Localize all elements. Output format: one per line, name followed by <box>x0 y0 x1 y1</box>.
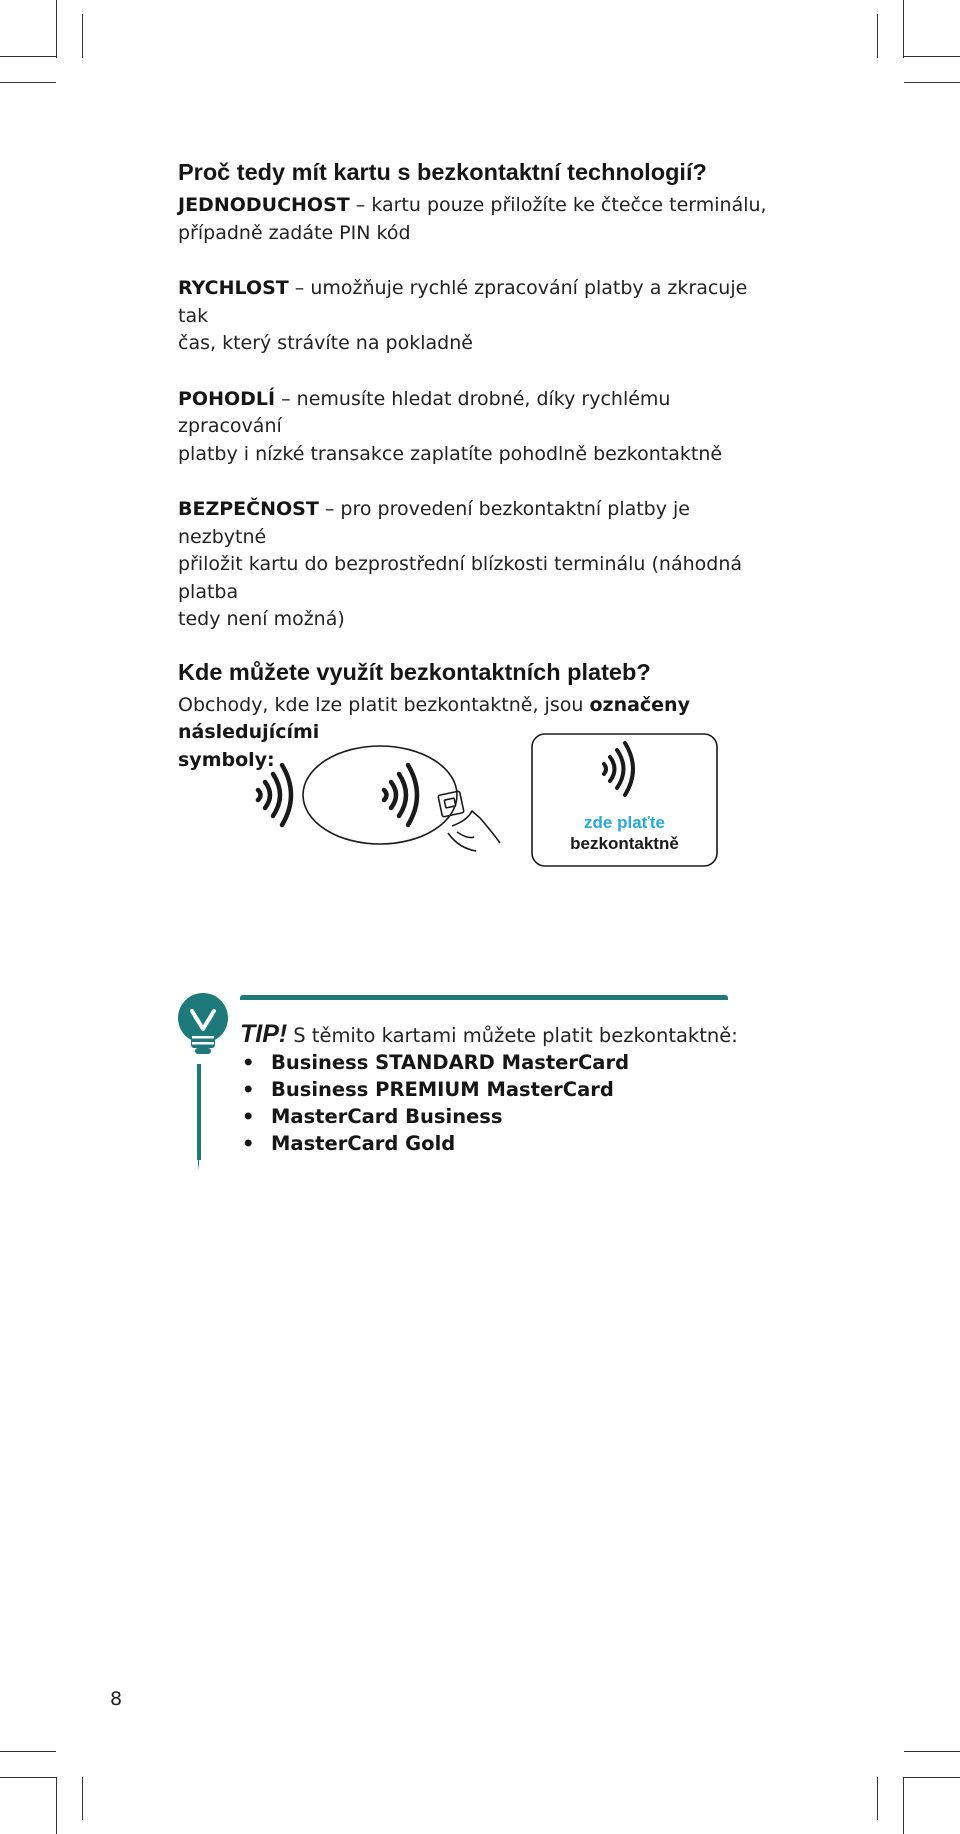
contactless-hand-card-icon <box>303 746 500 851</box>
lightbulb-icon <box>176 992 230 1174</box>
benefit-term: JEDNODUCHOST <box>178 194 350 216</box>
list-item: • Business PREMIUM MasterCard <box>240 1076 760 1103</box>
section-heading-why: Proč tedy mít kartu s bezkontaktní technologií? <box>178 159 707 185</box>
main-content <box>178 156 778 774</box>
tip-top-bar <box>240 995 728 1000</box>
section-heading-where: Kde můžete využít bezkontaktních plateb? <box>178 658 651 685</box>
benefit-security: BEZPEČNOST – pro provedení bezkontaktní platby je nezbytné přiložit kartu do bezprostřední blízkosti terminálu (náhodná platba tedy není možná) <box>178 498 742 630</box>
list-item: • MasterCard Business <box>240 1103 760 1130</box>
list-item: • Business STANDARD MasterCard <box>240 1049 760 1076</box>
benefit-term: BEZPEČNOST <box>178 498 319 520</box>
benefit-term: POHODLÍ <box>178 387 276 410</box>
list-item: • MasterCard Gold <box>240 1130 760 1157</box>
tip-content <box>240 1021 760 1157</box>
contactless-waves-icon <box>258 765 291 825</box>
benefit-speed: RYCHLOST – umožňuje rychlé zpracování platby a zkracuje tak čas, který strávíte na pokladně <box>178 277 748 354</box>
sign-text-line2: bezkontaktně <box>570 834 679 853</box>
where-intro: Obchody, kde lze platit bezkontaktně, jsou označeny následujícími symboly: <box>178 693 690 771</box>
contactless-symbols <box>250 733 730 873</box>
benefit-comfort: POHODLÍ – nemusíte hledat drobné, díky rychlému zpracování platby i nízké transakce zaplatíte pohodlně bezkontaktně <box>178 387 723 465</box>
page-number: 8 <box>110 1688 123 1710</box>
benefit-simplicity: JEDNODUCHOST – kartu pouze přiložíte ke čtečce terminálu, případně zadáte PIN kód <box>178 194 767 244</box>
tip-label: TIP! <box>240 1020 288 1048</box>
tip-intro: TIP! S těmito kartami můžete platit bezkontaktně: <box>240 1020 738 1048</box>
sign-text-line1: zde plaťte <box>584 813 665 832</box>
card-list <box>240 1049 760 1157</box>
benefit-term: RYCHLOST <box>178 277 289 299</box>
